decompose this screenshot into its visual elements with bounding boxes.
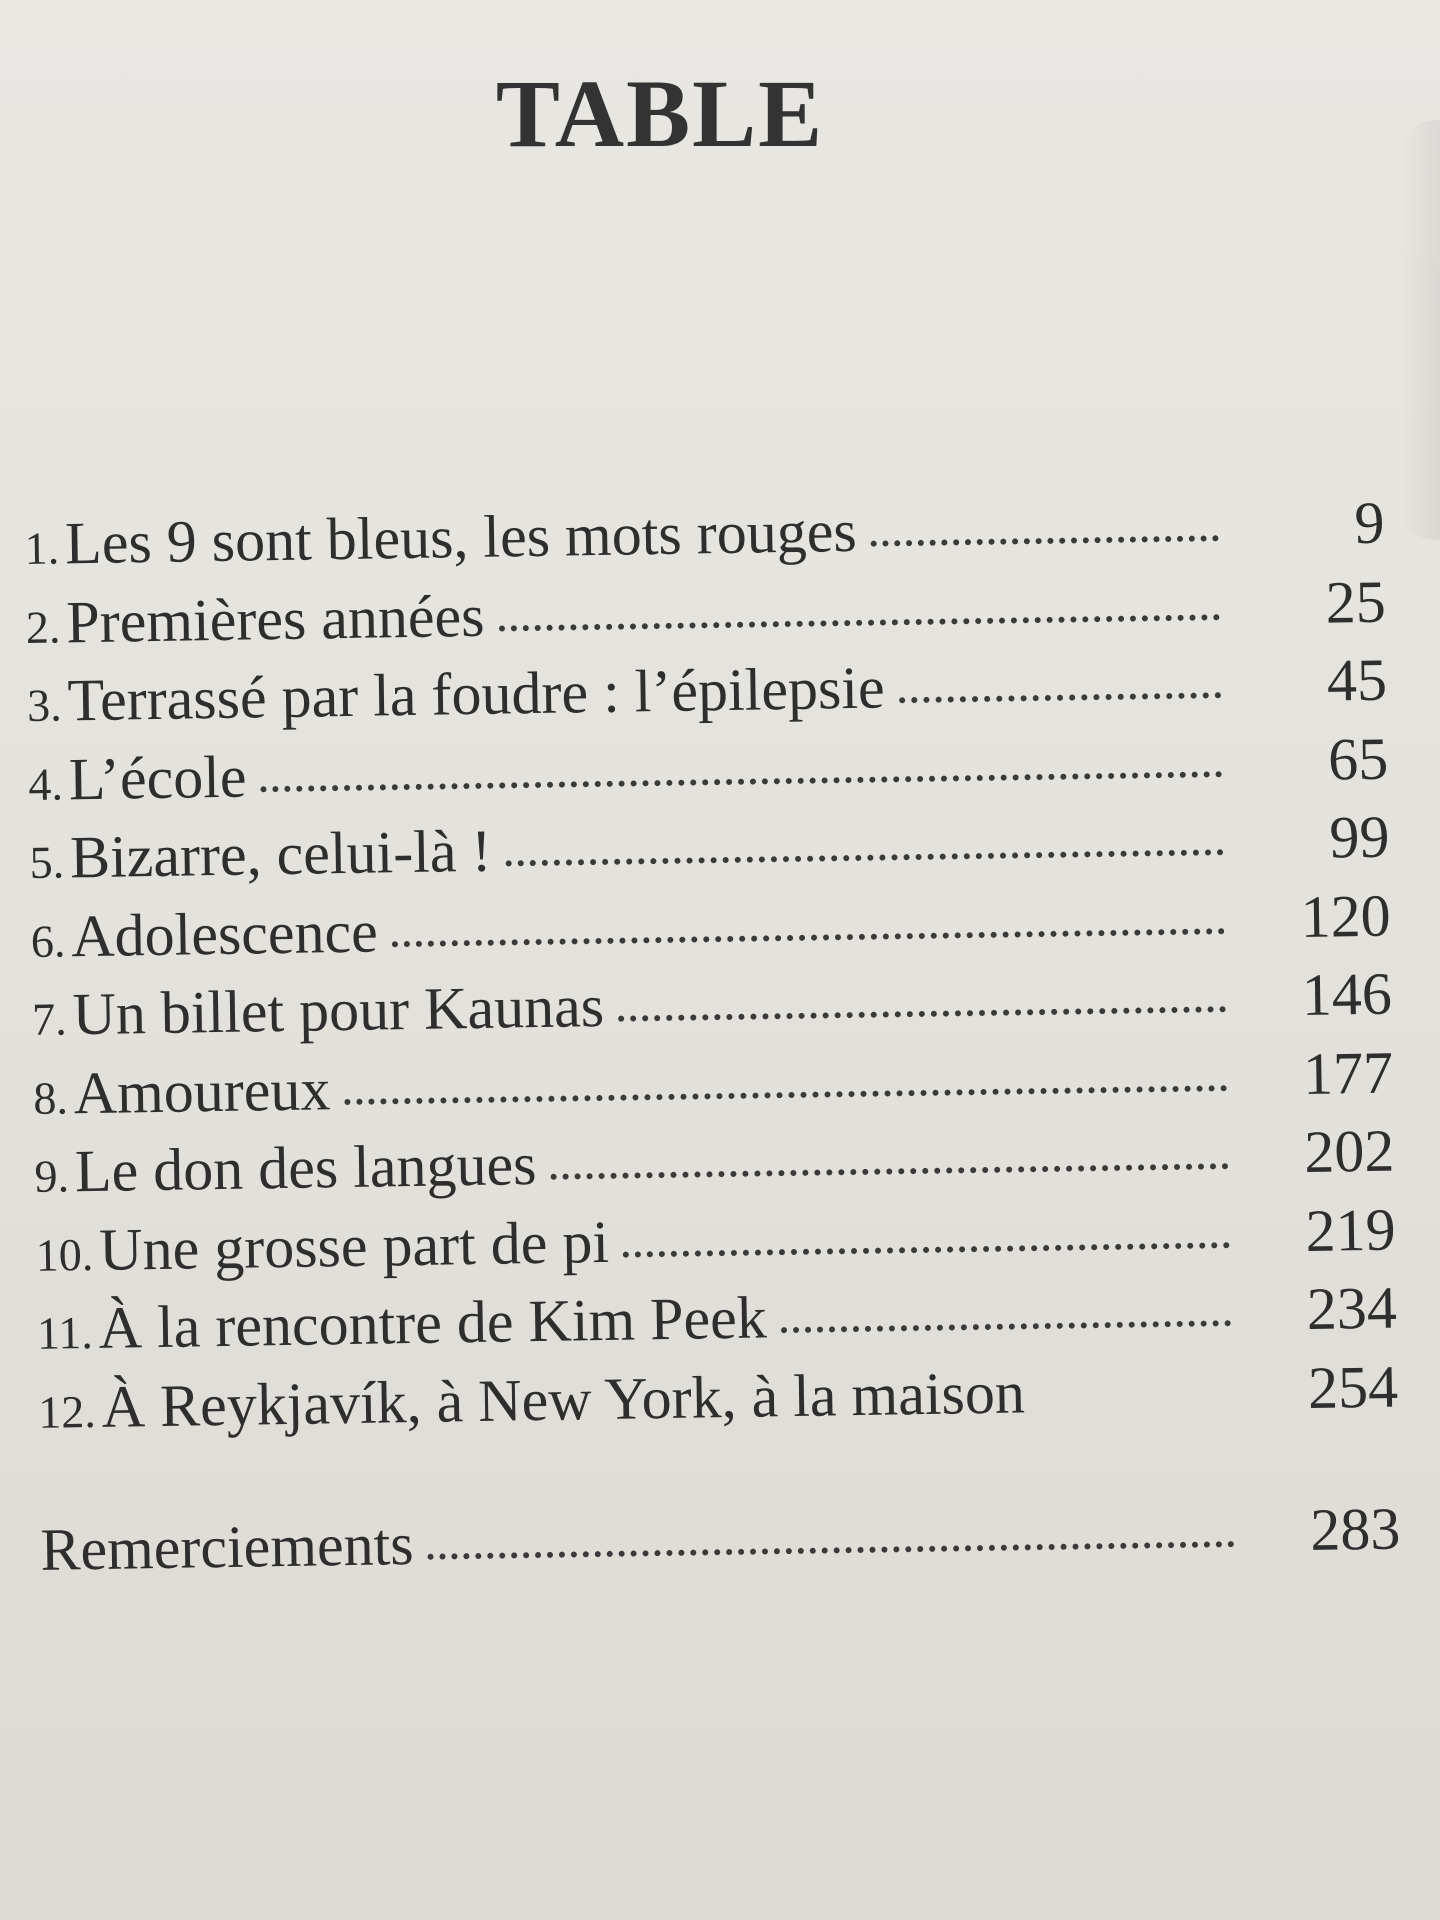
page-number: 99 — [1328, 803, 1390, 871]
chapter-title: Adolescence — [70, 898, 379, 969]
dot-leader — [618, 1006, 1226, 1022]
table-of-contents — [24, 484, 1401, 1590]
chapter-number: 9. — [34, 1150, 70, 1202]
chapter-title: Terrassé par la foudre : l’épilepsie — [67, 654, 886, 734]
page-number: 234 — [1306, 1274, 1398, 1342]
page-number: 283 — [1309, 1495, 1401, 1563]
dot-leader — [506, 849, 1224, 866]
chapter-number: 3. — [26, 679, 63, 731]
chapter-title: Les 9 sont bleus, les mots rouges — [64, 497, 858, 577]
dot-leader — [344, 1085, 1227, 1105]
chapter-number: 8. — [32, 1071, 69, 1124]
chapter-title: Le don des langues — [74, 1131, 537, 1205]
page-number: 45 — [1326, 646, 1388, 714]
chapter-title: À Reykjavík, à New York, à la maison — [101, 1358, 1026, 1440]
chapter-number: 2. — [25, 600, 61, 653]
chapter-number: 11. — [36, 1307, 94, 1359]
chapter-number: 6. — [30, 914, 66, 967]
chapter-title: Premières années — [65, 582, 485, 655]
page-title: TABLE — [495, 60, 825, 167]
page-number: 177 — [1302, 1039, 1394, 1107]
chapter-number: 4. — [27, 757, 64, 810]
chapter-title: L’école — [68, 743, 247, 812]
dot-leader — [781, 1320, 1231, 1333]
chapter-title: Une grosse part de pi — [98, 1208, 610, 1283]
page-number: 9 — [1353, 489, 1385, 557]
dot-leader — [899, 692, 1221, 703]
chapter-number: 7. — [31, 993, 67, 1045]
dot-leader — [428, 1541, 1235, 1560]
page-number: 65 — [1327, 725, 1389, 793]
dot-leader — [871, 535, 1219, 546]
chapter-number: 5. — [29, 836, 65, 888]
page-number: 120 — [1300, 882, 1392, 950]
page-number: 219 — [1305, 1196, 1397, 1264]
dot-leader — [392, 928, 1225, 947]
chapter-title: Un billet pour Kaunas — [71, 972, 605, 1048]
dot-leader — [623, 1242, 1230, 1258]
chapter-title: Bizarre, celui-là ! — [69, 817, 492, 891]
dot-leader — [261, 771, 1223, 792]
chapter-title: Amoureux — [73, 1055, 331, 1126]
chapter-title: À la rencontre de Kim Peek — [98, 1284, 768, 1361]
acknowledgements-title: Remerciements — [39, 1511, 415, 1583]
dot-leader — [551, 1163, 1229, 1180]
chapter-number: 1. — [24, 522, 60, 574]
page-number: 25 — [1325, 568, 1387, 636]
chapter-number: 10. — [35, 1228, 94, 1281]
page-number: 254 — [1307, 1353, 1399, 1421]
chapter-number: 12. — [37, 1385, 97, 1438]
page-number: 146 — [1301, 960, 1393, 1028]
page-number: 202 — [1303, 1117, 1395, 1185]
dot-leader — [1039, 1405, 1232, 1408]
dot-leader — [499, 614, 1220, 631]
page-curl-shadow — [1400, 120, 1440, 540]
